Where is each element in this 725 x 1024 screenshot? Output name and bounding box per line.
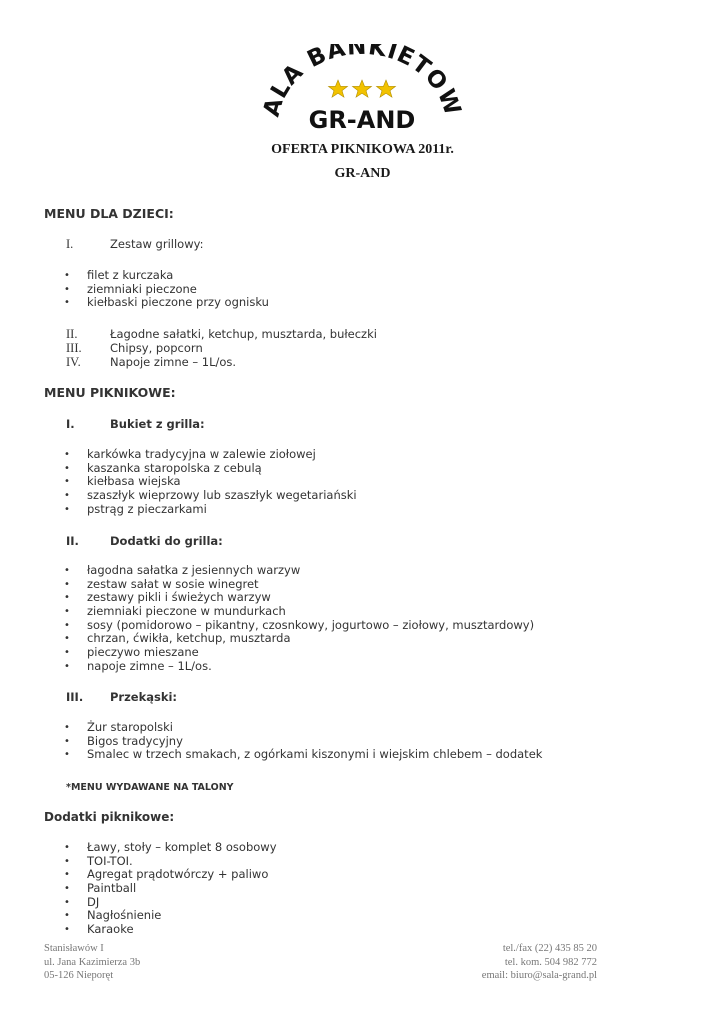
bullet-icon: • [64, 476, 70, 488]
grill-bouquet-list [64, 448, 357, 516]
kids-menu-heading: MENU DLA DZIECI: [44, 206, 174, 221]
list-item: • kaszanka staropolska z cebulą [64, 460, 262, 475]
footer-contact [482, 942, 597, 983]
list-item: • Żur staropolski [64, 720, 173, 734]
bullet-icon: • [64, 749, 70, 761]
list-item: • Karaoke [64, 922, 134, 937]
list-item: • szaszłyk wieprzowy lub szaszłyk wegetariański [64, 488, 357, 503]
list-item: • filet z kurczaka [64, 268, 174, 282]
bullet-icon: • [64, 503, 70, 515]
bullet-icon: • [64, 619, 70, 631]
kids-grill-list [64, 269, 269, 310]
extras-heading: Dodatki piknikowe: [44, 810, 175, 824]
bullet-icon: • [64, 283, 70, 295]
bullet-icon: • [64, 606, 70, 618]
picnic-section-heading [66, 534, 223, 548]
list-item: • ziemniaki pieczone [64, 281, 197, 296]
bullet-icon: • [64, 855, 70, 867]
logo-stars [329, 80, 396, 97]
item-number: III. [66, 341, 82, 355]
bullet-icon: • [64, 297, 70, 309]
bullet-icon: • [64, 842, 70, 853]
extras-list [64, 841, 277, 937]
footer-line: Stanisławów I [44, 943, 104, 954]
star-icon [353, 80, 372, 97]
picnic-menu-heading: MENU PIKNIKOWE: [44, 385, 176, 400]
list-item: • Agregat prądotwórczy + paliwo [64, 867, 269, 882]
snacks-list [64, 721, 542, 762]
item-label: Zestaw grillowy: [110, 237, 204, 251]
logo [262, 44, 462, 136]
item-label: Chipsy, popcorn [110, 341, 203, 355]
star-icon [377, 80, 396, 97]
list-item: • Smalec w trzech smakach, z ogórkami kiszonymi i wiejskim chlebem – dodatek [64, 747, 543, 762]
bullet-icon: • [64, 270, 70, 281]
list-item: • sosy (pomidorowo – pikantny, czosnkowy, jogurtowo – ziołowy, musztardowy) [64, 617, 535, 632]
bullet-icon: • [64, 660, 70, 672]
item-label: Przekąski: [110, 690, 178, 704]
list-item: • napoje zimne – 1L/os. [64, 658, 212, 673]
item-number: I. [66, 237, 74, 251]
footer-line: 05-126 Nieporęt [44, 970, 114, 981]
bullet-icon: • [64, 462, 70, 474]
list-item: • Bigos tradycyjny [64, 733, 183, 748]
bullet-icon: • [64, 722, 70, 733]
footer-email[interactable]: email: biuro@sala-grand.pl [481, 970, 597, 981]
picnic-section-heading [66, 690, 177, 704]
bullet-icon: • [64, 449, 70, 460]
footer-line: tel. kom. 504 982 772 [504, 956, 597, 968]
list-item: • Ławy, stoły – komplet 8 osobowy [64, 840, 277, 854]
list-item: • DJ [64, 894, 100, 909]
list-item: • TOI-TOI. [64, 853, 133, 868]
logo-graphic [262, 44, 462, 136]
list-item: • łagodna sałatka z jesiennych warzyw [64, 563, 301, 577]
bullet-icon: • [64, 735, 70, 747]
item-number: I. [66, 417, 75, 431]
bullet-icon: • [64, 883, 70, 895]
list-item: • zestaw sałat w sosie winegret [64, 576, 259, 591]
logo-name: GR-AND [308, 106, 416, 134]
list-item: • pieczywo mieszane [64, 645, 199, 660]
logo-arc-text: LA BANKIETOW [266, 44, 462, 119]
bullet-icon: • [64, 490, 70, 502]
bullet-icon: • [64, 869, 70, 881]
kids-menu-item [66, 355, 236, 370]
bullet-icon: • [64, 592, 70, 604]
bullet-icon: • [64, 924, 70, 936]
kids-menu-item [66, 341, 203, 356]
bullet-icon: • [64, 910, 70, 922]
footer-line: ul. Jana Kazimierza 3b [44, 956, 141, 968]
item-number: IV. [66, 355, 81, 369]
list-item: • kiełbaski pieczone przy ognisku [64, 295, 269, 310]
list-item: • Paintball [64, 881, 137, 896]
bullet-icon: • [64, 633, 70, 645]
list-item: • ziemniaki pieczone w mundurkach [64, 604, 286, 619]
list-item: • karkówka tradycyjna w zalewie ziołowej [64, 447, 316, 461]
page-subtitle: GR-AND [334, 166, 391, 181]
star-icon [329, 80, 348, 97]
kids-menu-item [66, 327, 377, 342]
picnic-section-heading [66, 417, 205, 431]
menu-note: *MENU WYDAWANE NA TALONY [66, 782, 234, 793]
grill-sides-list [64, 564, 534, 674]
list-item: • kiełbasa wiejska [64, 474, 181, 489]
list-item: • Nagłośnienie [64, 908, 162, 923]
bullet-icon: • [64, 578, 70, 590]
item-number: II. [66, 534, 79, 548]
bullet-icon: • [64, 896, 70, 908]
kids-menu-item [66, 237, 203, 252]
page-title: OFERTA PIKNIKOWA 2011r. [271, 142, 454, 157]
item-label: Napoje zimne – 1L/os. [110, 355, 237, 369]
list-item: • zestawy pikli i świeżych warzyw [64, 590, 271, 605]
bullet-icon: • [64, 565, 70, 576]
footer-line: tel./fax (22) 435 85 20 [502, 943, 597, 954]
item-label: Dodatki do grilla: [110, 534, 223, 548]
footer-address [44, 942, 140, 983]
bullet-icon: • [64, 647, 70, 659]
item-number: III. [66, 690, 84, 704]
list-item: • chrzan, ćwikła, ketchup, musztarda [64, 631, 291, 646]
item-label: Łagodne sałatki, ketchup, musztarda, bułeczki [110, 327, 377, 341]
list-item: • pstrąg z pieczarkami [64, 501, 207, 516]
item-number: II. [66, 327, 78, 341]
item-label: Bukiet z grilla: [110, 417, 205, 431]
